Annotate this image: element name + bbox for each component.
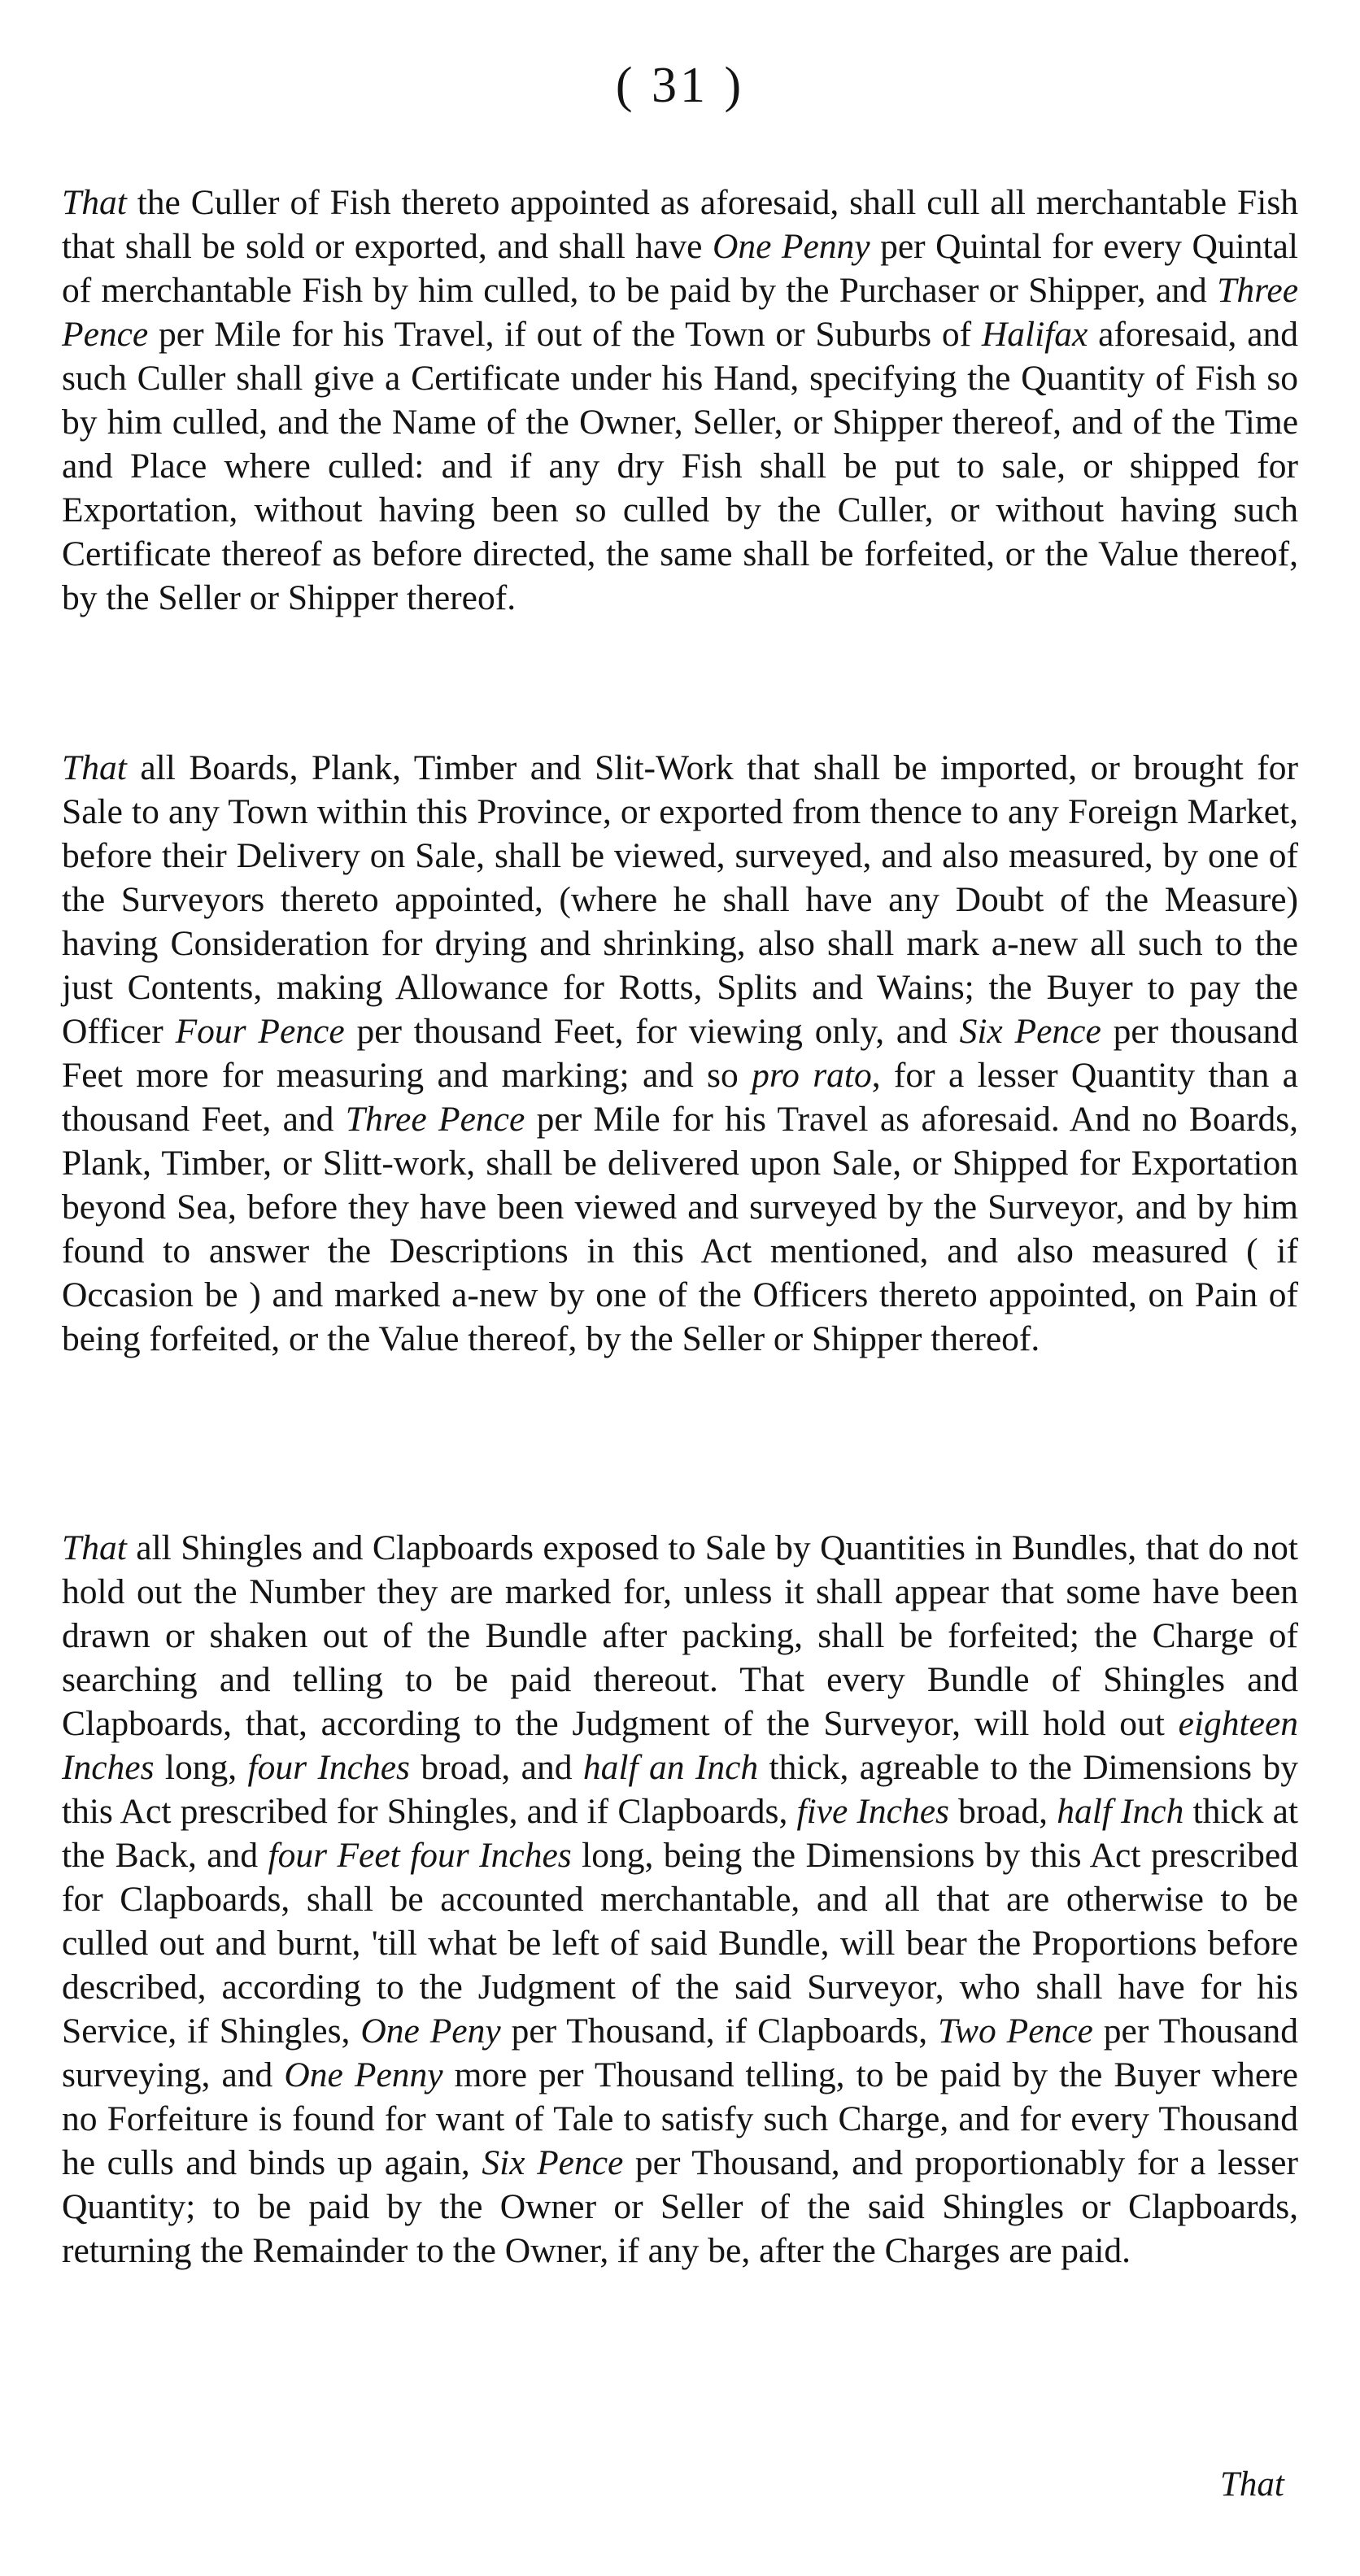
paragraph-lead-word: That (62, 748, 127, 787)
segment-italic: five Inches (796, 1792, 949, 1831)
segment-italic: Three Pence (62, 271, 1298, 354)
segment-italic: eighteen Inches (62, 1704, 1298, 1787)
segment-italic: Four Pence (175, 1012, 345, 1051)
segment: broad, and (409, 1748, 583, 1787)
segment-italic: Six Pence (482, 2143, 624, 2182)
segment-italic: half Inch (1057, 1792, 1184, 1831)
segment-italic: Six Pence (959, 1012, 1101, 1051)
segment: per thousand Feet, for viewing only, and (344, 1012, 960, 1051)
segment: long, (154, 1748, 248, 1787)
segment: , for a lesser Quantity than a thousand Feet, and (62, 1056, 1298, 1139)
segment: the Culler of Fish thereto appointed as aforesaid, shall cull all merchantable Fish that shall be sold or exported, and shall have (62, 183, 1298, 266)
segment-italic: One Peny (360, 2012, 501, 2051)
catchword: That (1220, 2465, 1284, 2504)
segment: per Thousand, and proportionably for a lesser Quantity; to be paid by the Owner or Seller of the said Shingles or Clapboards, returning the Remainder to the Owner, if any be, after the Charges are paid. (62, 2143, 1298, 2270)
paragraph-boards-plank (62, 746, 1298, 1361)
segment: thick, agreable to the Dimensions by this Act prescribed for Shingles, and if Clapboards, (62, 1748, 1298, 1831)
paragraph-shingles-clapboards (62, 1526, 1298, 2273)
segment: aforesaid, and such Culler shall give a Certificate under his Hand, specifying the Quantity of Fish so by him culled, and the Name of the Owner, Seller, or Shipper thereof, and of the Time and Place where culled: and if any dry Fish shall be put to sale, or shipped for Exportation, without having been so culled by the Culler, or without having such Certificate thereof as before directed, the same shall be forfeited, or the Value thereof, by the Seller or Shipper thereof. (62, 315, 1298, 617)
segment-italic: half an Inch (582, 1748, 759, 1787)
segment-italic: One Penny (284, 2055, 443, 2094)
page-number: ( 31 ) (615, 58, 745, 113)
segment: per thousand Feet more for measuring and marking; and so (62, 1012, 1298, 1095)
paragraph-lead-word: That (62, 1528, 127, 1567)
segment: per Thousand surveying, and (62, 2012, 1299, 2094)
segment-italic: Two Pence (937, 2012, 1093, 2051)
segment-italic: Halifax (981, 315, 1088, 354)
paragraph-fish-culler (62, 181, 1298, 620)
segment: per Mile for his Travel as aforesaid. And no Boards, Plank, Timber, or Slitt-work, shall be delivered upon Sale, or Shipped for Exportation beyond Sea, before they have been viewed and surveyed by the Surveyor, and by him found to answer the Descriptions in this Act mentioned, and also measured ( if Occasion be ) and marked a-new by one of the Officers thereto appointed, on Pain of being forfeited, or the Value thereof, by the Seller or Shipper thereof. (62, 1100, 1298, 1358)
segment: more per Thousand telling, to be paid by the Buyer where no Forfeiture is found for want of Tale to satisfy such Charge, and for every Thousand he culls and binds up again, (62, 2055, 1298, 2182)
segment-italic: pro rato (752, 1056, 872, 1095)
segment: per Quintal for every Quintal of merchantable Fish by him culled, to be paid by the Purchaser or Shipper, and (62, 227, 1298, 310)
segment: long, being the Dimensions by this Act prescribed for Clapboards, shall be accounted merchantable, and all that are otherwise to be culled out and burnt, 'till what be left of said Bundle, will bear the Proportions before described, according to the Judgment of the said Surveyor, who shall have for his Service, if Shingles, (62, 1836, 1298, 2051)
segment: broad, (948, 1792, 1057, 1831)
segment: all Boards, Plank, Timber and Slit-Work that shall be imported, or brought for Sale to any Town within this Province, or exported from thence to any Foreign Market, before their Delivery on Sale, shall be viewed, surveyed, and also measured, by one of the Surveyors thereto appointed, (where he shall have any Doubt of the Measure) having Consideration for drying and shrinking, also shall mark a-new all such to the just Contents, making Allowance for Rotts, Splits and Wains; the Buyer to pay the Officer (62, 748, 1298, 1051)
segment: per Thousand, if Clapboards, (500, 2012, 938, 2051)
segment-italic: four Inches (247, 1748, 410, 1787)
segment: per Mile for his Travel, if out of the Town or Suburbs of (148, 315, 982, 354)
segment: all Shingles and Clapboards exposed to Sale by Quantities in Bundles, that do not hold out the Number they are marked for, unless it shall appear that some have been drawn or shaken out of the Bundle after packing, shall be forfeited; the Charge of searching and telling to be paid thereout. That every Bundle of Shingles and Clapboards, that, according to the Judgment of the Surveyor, will hold out (62, 1528, 1298, 1743)
segment-italic: One Penny (712, 227, 870, 266)
segment: thick at the Back, and (62, 1792, 1299, 1875)
segment-italic: Three Pence (345, 1100, 525, 1139)
segment-italic: four Feet four Inches (268, 1836, 572, 1875)
paragraph-lead-word: That (62, 183, 127, 222)
